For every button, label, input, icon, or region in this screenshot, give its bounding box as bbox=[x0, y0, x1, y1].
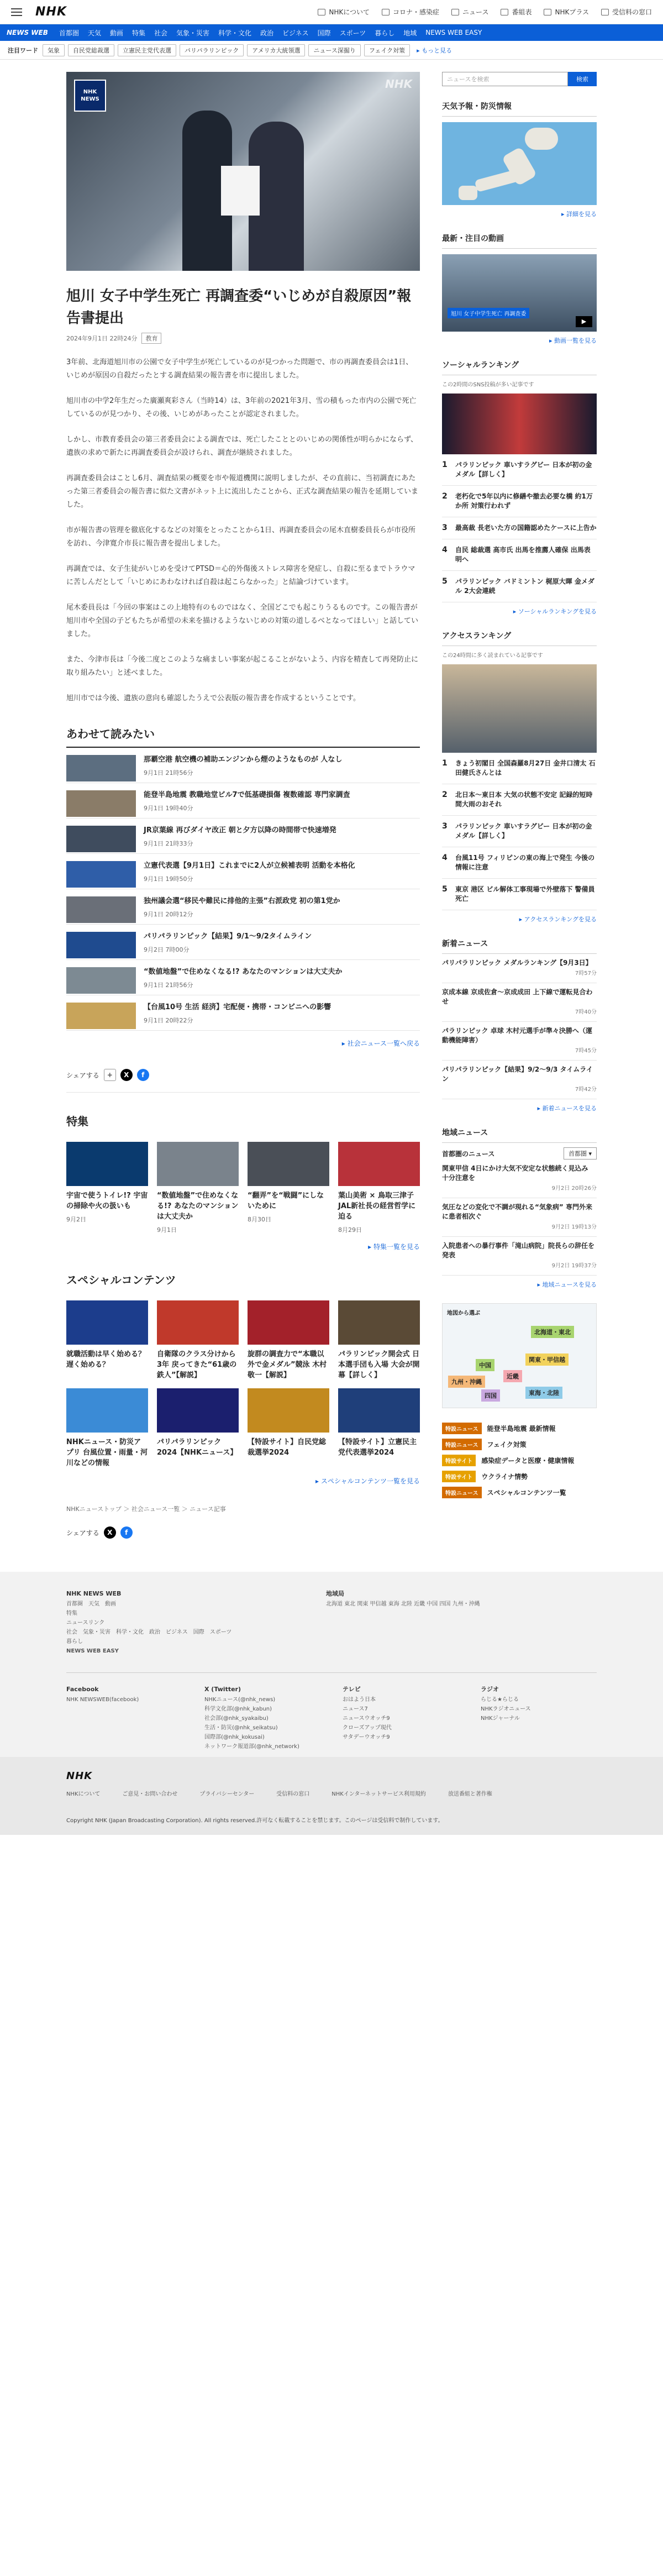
special-card[interactable] bbox=[338, 1300, 420, 1381]
article-paragraph: しかし、市教育委員会の第三者委員会による調査では、死亡したこととのいじめの関係性が明らかにならず、遺族の求めで新たに再調査委員会が設けられ、調査が継続されました。 bbox=[66, 436, 418, 457]
keyword-label: 注目ワード bbox=[8, 46, 38, 54]
top-links bbox=[318, 7, 652, 17]
news-item[interactable]: 京成本線 京成佐倉〜京成成田 上下線で運転見合わせ 7時40分 bbox=[442, 983, 597, 1022]
footer-radio: ラジオ らじる★らじる NHKラジオニュース NHKジャーナル bbox=[481, 1686, 531, 1722]
special-card[interactable] bbox=[157, 1388, 239, 1468]
related-date: 9月1日 21時56分 bbox=[144, 769, 193, 777]
special-card[interactable] bbox=[66, 1300, 148, 1381]
related-thumb bbox=[66, 861, 136, 888]
nav-item[interactable]: ビジネス bbox=[282, 29, 309, 37]
social-ranking-box bbox=[442, 359, 597, 616]
related-thumb bbox=[66, 826, 136, 852]
feature-title: “数値地盤”で住めなくなる!? あなたのマンションは大丈夫か bbox=[157, 1192, 239, 1221]
special-image bbox=[66, 1388, 148, 1433]
region-map bbox=[442, 1303, 597, 1408]
top-link-fee[interactable]: 受信料の窓口 bbox=[601, 7, 652, 17]
video-caption: 旭川 女子中学生死亡 再調査委 bbox=[448, 308, 529, 318]
special-title: NHKニュース・防災アプリ 台風位置・雨量・河川などの情報 bbox=[66, 1438, 148, 1467]
nhk-logo[interactable]: NHK bbox=[35, 5, 67, 19]
special-title: 就職活動は早く始める？遅く始める？ bbox=[66, 1350, 146, 1369]
weather-map[interactable] bbox=[442, 122, 597, 205]
article-meta bbox=[66, 333, 420, 344]
share-bar-bottom bbox=[66, 1526, 420, 1550]
related-title: パリパラリンピック【結果】9/1〜9/2タイムライン bbox=[144, 932, 312, 941]
region-button[interactable]: 北海道・東北 bbox=[531, 1326, 574, 1338]
footer bbox=[0, 1572, 663, 1757]
new-news-more[interactable]: ▸ 新着ニュースを見る bbox=[537, 1105, 597, 1112]
related-date: 9月1日 20時12分 bbox=[144, 911, 193, 918]
map-land bbox=[475, 169, 520, 192]
local-news-header bbox=[442, 1147, 597, 1160]
info-icon bbox=[318, 9, 325, 15]
feature-date: 8月30日 bbox=[248, 1216, 271, 1223]
article-paragraph: 旭川市の中学2年生だった廣瀬爽彩さん（当時14）は、3年前の2021年3月、雪の積もった市内の公園で死亡しているのが見つかり、その後、いじめがあったことが認定されました。 bbox=[66, 397, 417, 418]
feature-image bbox=[248, 1142, 329, 1186]
region-button[interactable]: 中国 bbox=[476, 1359, 494, 1371]
related-item[interactable] bbox=[66, 889, 420, 925]
video-box bbox=[442, 233, 597, 345]
access-ranking-box bbox=[442, 630, 597, 924]
region-button[interactable]: 近畿 bbox=[503, 1370, 522, 1382]
breadcrumb-item: ニュース記事 bbox=[190, 1505, 226, 1513]
related-thumb bbox=[66, 790, 136, 817]
related-title: 那覇空港 航空機の補助エンジンから煙のようなものが 人なし bbox=[144, 756, 343, 764]
related-list bbox=[66, 747, 420, 1031]
special-image bbox=[157, 1388, 239, 1433]
news-item[interactable]: パラリンピック 卓球 木村元選手が準々決勝へ（運動機能障害） 7時45分 bbox=[442, 1022, 597, 1061]
related-more-link[interactable]: ▸ 社会ニュース一覧へ戻る bbox=[341, 1040, 420, 1047]
keyword-chip[interactable]: パリパラリンピック bbox=[180, 44, 244, 56]
sidebar bbox=[442, 72, 597, 1550]
local-news-heading: 地域ニュース bbox=[442, 1127, 597, 1143]
nhk-news-badge: NHK NEWS bbox=[74, 80, 106, 112]
special-link[interactable]: 特設ニュース 能登半島地震 最新情報 bbox=[442, 1423, 597, 1434]
special-card[interactable] bbox=[157, 1300, 239, 1381]
ranking-item[interactable]: 5 パラリンピック バドミントン 梶原大暉 金メダル 2大会連続 bbox=[442, 571, 597, 602]
hero-image bbox=[66, 72, 420, 271]
features-more-link[interactable]: ▸ 特集一覧を見る bbox=[368, 1243, 420, 1251]
weather-heading: 天気予報・防災情報 bbox=[442, 101, 597, 117]
related-item[interactable] bbox=[66, 854, 420, 889]
social-ranking-heading: ソーシャルランキング bbox=[442, 359, 597, 375]
special-more-link[interactable]: ▸ スペシャルコンテンツ一覧を見る bbox=[315, 1477, 420, 1485]
related-title: 独州議会選“移民や難民に排他的主張”右派政党 初の第1党か bbox=[144, 897, 340, 905]
footer-social bbox=[66, 1672, 597, 1751]
feature-card[interactable] bbox=[338, 1142, 420, 1234]
related-date: 9月1日 21時33分 bbox=[144, 840, 193, 847]
new-news-heading: 新着ニュース bbox=[442, 938, 597, 954]
weather-more-link[interactable]: ▸ 詳細を見る bbox=[561, 211, 597, 218]
x-icon[interactable]: X bbox=[104, 1526, 116, 1539]
footer-local-links[interactable]: 北海道 東北 関東 甲信越 東海 北陸 近畿 中国 四国 九州・沖縄 bbox=[326, 1601, 480, 1607]
virus-icon bbox=[382, 9, 390, 15]
news-item[interactable]: 気圧などの変化で不調が現れる“気象病” 専門外来に患者相次ぐ 9月2日 19時13分 bbox=[442, 1198, 597, 1237]
related-date: 9月1日 19時40分 bbox=[144, 805, 193, 812]
access-ranking-image[interactable] bbox=[442, 664, 597, 753]
local-news-box bbox=[442, 1127, 597, 1289]
related-title: 【台風10号 生活 経済】宅配便・携帯・コンビニへの影響 bbox=[144, 1003, 332, 1011]
tv-icon bbox=[501, 9, 508, 15]
breadcrumb-item[interactable]: 社会ニュース一覧 bbox=[131, 1505, 180, 1513]
special-image bbox=[338, 1300, 420, 1345]
special-image bbox=[66, 1300, 148, 1345]
special-title: 自衛隊のクラス分けから3年 戻ってきた“61歳の鉄人”【解説】 bbox=[157, 1350, 237, 1379]
special-link[interactable]: 特設サイト 感染症データと医療・健康情報 bbox=[442, 1455, 597, 1466]
nav-item[interactable]: NEWS WEB EASY bbox=[425, 29, 482, 36]
special-link[interactable]: 特設ニュース スペシャルコンテンツ一覧 bbox=[442, 1487, 597, 1498]
special-title: 【特設サイト】立憲民主党代表選挙2024 bbox=[338, 1438, 417, 1457]
special-card[interactable] bbox=[248, 1388, 329, 1468]
footer-facebook: Facebook NHK NEWSWEB(facebook) bbox=[66, 1686, 139, 1703]
related-title: 能登半島地震 教職地堂ビル7で低基礎損傷 複数確認 専門家調査 bbox=[144, 791, 350, 799]
ranking-item[interactable]: 3 最高裁 長老いた方の国籍認めたケースに上告か bbox=[442, 517, 597, 539]
article-paragraph: 旭川市では今後、遺族の意向も確認したうえで公表版の報告書を作成するということです。 bbox=[66, 694, 360, 702]
related-item[interactable] bbox=[66, 960, 420, 995]
nav-item[interactable]: 気象・災害 bbox=[176, 29, 209, 37]
copyright: Copyright NHK (Japan Broadcasting Corporation). All rights reserved.許可なく転載することを禁じます。このページは受信料で制作しています。 bbox=[66, 1818, 444, 1824]
keyword-chip[interactable]: ニュース深掘り bbox=[308, 44, 360, 56]
related-item[interactable] bbox=[66, 748, 420, 783]
article-paragraph: 市が報告書の管理を徹底化するなどの対策をとったことから1日、再調査委員会の尾木直樹委員長らが市役所を訪れ、今津寛介市長に報告書を提出しました。 bbox=[66, 526, 416, 548]
features-grid bbox=[66, 1142, 420, 1234]
search-input[interactable]: ニュースを検索 bbox=[442, 72, 568, 86]
keyword-bar bbox=[0, 41, 663, 60]
main-column bbox=[66, 72, 420, 1550]
footer-tv: テレビ おはよう日本 ニュース7 ニュースウオッチ9 クローズアップ現代 サタデーウオッチ9 bbox=[343, 1686, 392, 1740]
social-ranking-image[interactable] bbox=[442, 394, 597, 454]
menu-icon[interactable] bbox=[11, 8, 22, 16]
keyword-chip[interactable]: アメリカ大統領選 bbox=[247, 44, 305, 56]
related-date: 9月1日 19時50分 bbox=[144, 875, 193, 883]
feature-title: “翻弄”を“戦闘”にしないために bbox=[248, 1192, 324, 1210]
related-thumb bbox=[66, 932, 136, 958]
nav-item[interactable]: 政治 bbox=[260, 29, 274, 37]
share-label: シェアする bbox=[66, 1529, 99, 1537]
nav-item[interactable]: 暮らし bbox=[375, 29, 395, 37]
nav-item[interactable]: スポーツ bbox=[339, 29, 366, 37]
special-image bbox=[157, 1300, 239, 1345]
keyword-more-link[interactable]: ▸ もっと見る bbox=[417, 46, 452, 54]
related-date: 9月1日 20時22分 bbox=[144, 1017, 193, 1024]
access-ranking-sub: この24時間に多く読まれている記事です bbox=[442, 653, 543, 659]
top-link-program[interactable]: 番組表 bbox=[501, 7, 532, 17]
news-icon bbox=[451, 9, 459, 15]
region-button[interactable]: 九州・沖縄 bbox=[448, 1376, 485, 1388]
keyword-chip[interactable]: 気象 bbox=[43, 44, 65, 56]
special-image bbox=[338, 1388, 420, 1433]
article-paragraph: また、今津市長は「今後二度とこのような痛ましい事案が起こることがないよう、内容を精査して再発防止に取り組みたい」と述べました。 bbox=[66, 655, 419, 677]
related-thumb bbox=[66, 967, 136, 994]
related-title: 立憲代表選【9月1日】これまでに2人が立候補表明 活動を本格化 bbox=[144, 862, 355, 870]
top-link-plus[interactable]: NHKプラス bbox=[544, 7, 589, 17]
facebook-icon[interactable]: f bbox=[137, 1069, 149, 1081]
keyword-chip[interactable]: 立憲民主党代表選 bbox=[118, 44, 176, 56]
search-button[interactable]: 検索 bbox=[568, 72, 597, 86]
special-card[interactable] bbox=[248, 1300, 329, 1381]
social-ranking-more[interactable]: ▸ ソーシャルランキングを見る bbox=[513, 608, 597, 615]
keyword-chip[interactable]: フェイク対策 bbox=[364, 44, 410, 56]
nav-item[interactable]: 社会 bbox=[154, 29, 167, 37]
region-button[interactable]: 関東・甲信越 bbox=[525, 1353, 569, 1366]
local-news-more[interactable]: ▸ 地域ニュースを見る bbox=[537, 1281, 597, 1288]
special-card[interactable] bbox=[338, 1388, 420, 1468]
special-title: 旋群の調査力で“本職以外で金メダル”競泳 木村敬一【解説】 bbox=[248, 1350, 327, 1379]
nav-item[interactable]: 地域 bbox=[403, 29, 417, 37]
main-nav bbox=[0, 24, 663, 41]
facebook-icon[interactable]: f bbox=[120, 1526, 133, 1539]
special-title: パリパラリンピック2024【NHKニュース】 bbox=[157, 1438, 238, 1457]
footer-bottom-links: NHKについて ご意見・お問い合わせ プライバシーセンター 受信料の窓口 NHKインターネットサービス利用規約 放送番組と著作権 bbox=[66, 1791, 492, 1797]
related-date: 9月2日 7時00分 bbox=[144, 946, 190, 953]
related-title: JR京葉線 再びダイヤ改正 朝と夕方以降の時間帯で快速増発 bbox=[144, 826, 336, 835]
footer-links[interactable]: 首都圏 天気 動画 特集 ニュースリンク 社会 気象・災害 科学・文化 政治 ビジネス 国際 スポーツ 暮らし NEWS WEB EASY bbox=[66, 1601, 232, 1654]
special-card[interactable] bbox=[66, 1388, 148, 1468]
nav-item[interactable]: 特集 bbox=[131, 29, 145, 37]
breadcrumb: NHKニューストップ ＞ 社会ニュース一覧 ＞ ニュース記事 bbox=[66, 1505, 226, 1513]
special-links-box bbox=[442, 1423, 597, 1498]
access-ranking-heading: アクセスランキング bbox=[442, 630, 597, 646]
top-bar bbox=[0, 0, 663, 24]
search-box bbox=[442, 72, 597, 86]
feature-date: 8月29日 bbox=[338, 1226, 362, 1234]
footer-col-news: NHK NEWS WEB 首都圏 天気 動画 特集 ニュースリンク 社会 気象・災害 科学・文化 政治 ビジネス 国際 スポーツ 暮らし NEWS WEB EASY bbox=[66, 1588, 298, 1656]
region-button[interactable]: 四国 bbox=[481, 1389, 500, 1402]
local-news-label: 首都圏のニュース bbox=[442, 1150, 495, 1158]
ranking-item[interactable]: 5 東京 港区 ビル解体工事現場で外壁落下 警備員死亡 bbox=[442, 879, 597, 910]
related-title: “数値地盤”で住めなくなる!? あなたのマンションは大丈夫か bbox=[144, 968, 343, 976]
feature-date: 9月2日 bbox=[66, 1216, 86, 1223]
region-map-box bbox=[442, 1303, 597, 1408]
related-date: 9月1日 21時56分 bbox=[144, 982, 193, 989]
footer-columns bbox=[66, 1588, 597, 1656]
news-item[interactable]: 入院患者への暴行事件「滝山病院」院長らの辞任を発表 9月2日 19時37分 bbox=[442, 1237, 597, 1276]
feature-image bbox=[338, 1142, 420, 1186]
footer-logo[interactable]: NHK bbox=[66, 1770, 93, 1782]
ranking-item[interactable]: 3 パラリンピック 車いすラグビー 日本が初の金メダル【詳しく】 bbox=[442, 816, 597, 847]
ranking-item[interactable]: 2 北日本〜東日本 大気の状態不安定 記録的短時間大雨のおそれ bbox=[442, 784, 597, 816]
ranking-item[interactable]: 1 きょう初閣日 全国森羅8月27日 金井口清太 石田健氏さんとは bbox=[442, 753, 597, 784]
article-paragraph: 再調査では、女子生徒がいじめを受けてPTSD＝心的外傷後ストレス障害を発症し、自殺に至るまでトラウマに苦しんだとして「いじめにあわなければ自殺は起こらなかった」と結論づけています。 bbox=[66, 565, 415, 586]
region-select[interactable]: 首都圏 ▾ bbox=[564, 1147, 597, 1160]
feature-image bbox=[66, 1142, 148, 1186]
yen-icon bbox=[601, 9, 609, 15]
special-title: 【特設サイト】自民党総裁選挙2024 bbox=[248, 1438, 327, 1457]
weather-box bbox=[442, 101, 597, 218]
article-paragraph: 3年前、北海道旭川市の公園で女子中学生が死亡しているのが見つかった問題で、市の再調査委員会は1日、いじめが原因の自殺だったとする調査結果の報告書を市に提出しました。 bbox=[66, 358, 413, 380]
region-button[interactable]: 東海・北陸 bbox=[525, 1387, 562, 1399]
ranking-item[interactable]: 1 パラリンピック 車いすラグビー 日本が初の金メダル【詳しく】 bbox=[442, 454, 597, 486]
play-icon bbox=[544, 9, 551, 15]
news-web-brand[interactable]: NEWS WEB bbox=[7, 29, 48, 36]
article-paragraph: 尾木委員長は「今回の事案はこの上地特有のものではなく、全国どこでも起こりうるものです。この報告書が旭川市や全国の子どもたちが希望の未来を描けるようないじめの対策の道しるべとなってほしい」と話していました。 bbox=[66, 604, 419, 638]
features-heading: 特集 bbox=[66, 1115, 88, 1128]
special-grid-1 bbox=[66, 1300, 420, 1381]
ranking-item[interactable]: 4 台風11号 フィリピンの東の海上で発生 今後の情報に注意 bbox=[442, 847, 597, 879]
article-date: 2024年9月1日 22時24分 bbox=[66, 335, 138, 342]
keyword-chip[interactable]: 自民党総裁選 bbox=[68, 44, 114, 56]
breadcrumb-item[interactable]: NHKニューストップ bbox=[66, 1505, 122, 1513]
video-heading: 最新・注目の動画 bbox=[442, 233, 597, 249]
share-bar bbox=[66, 1069, 420, 1093]
top-link-covid[interactable]: コロナ・感染症 bbox=[382, 7, 439, 17]
map-land bbox=[459, 186, 477, 200]
nav-item[interactable]: 天気 bbox=[87, 29, 101, 37]
article-body bbox=[66, 356, 420, 705]
article-tag[interactable]: 教育 bbox=[141, 333, 161, 344]
special-grid-2 bbox=[66, 1388, 420, 1468]
feature-card[interactable] bbox=[248, 1142, 329, 1234]
top-link-about[interactable]: NHKについて bbox=[318, 7, 370, 17]
article-paragraph: 再調査委員会はことし6月、調査結果の概要を市や報道機関に説明しましたが、その直前に、当初調査にあたった第三者委員会の報告書に似た文書がネット上に流出したことから、正式な調査結果の報告を延期していました。 bbox=[66, 474, 419, 509]
related-item[interactable] bbox=[66, 925, 420, 960]
ranking-item[interactable]: 2 老朽化で5年以内に修繕や撤去必要な橋 約1万か所 対策行われず bbox=[442, 486, 597, 517]
special-heading: スペシャルコンテンツ bbox=[66, 1273, 176, 1287]
feature-card[interactable] bbox=[66, 1142, 148, 1234]
special-link[interactable]: 特設ニュース フェイク対策 bbox=[442, 1439, 597, 1450]
footer-bottom bbox=[0, 1757, 663, 1835]
feature-title: 宇宙で使うトイレ!? 宇宙の掃除や火の扱いも bbox=[66, 1192, 148, 1210]
related-thumb bbox=[66, 896, 136, 923]
nav-item[interactable]: 国際 bbox=[317, 29, 331, 37]
related-item[interactable] bbox=[66, 783, 420, 819]
special-image bbox=[248, 1388, 329, 1433]
feature-title: 葉山美術 × 鳥取三津子 JAL新社長の経営哲学に迫る bbox=[338, 1192, 416, 1221]
related-item[interactable] bbox=[66, 995, 420, 1031]
feature-date: 9月1日 bbox=[157, 1226, 177, 1234]
play-icon: ▶ bbox=[576, 316, 592, 327]
nav-item[interactable]: 動画 bbox=[109, 29, 123, 37]
article-title: 旭川 女子中学生死亡 再調査委“いじめが自殺原因”報告書提出 bbox=[66, 288, 412, 327]
related-heading: あわせて読みたい bbox=[66, 727, 155, 741]
special-link[interactable]: 特設サイト ウクライナ情勢 bbox=[442, 1471, 597, 1482]
x-icon[interactable]: X bbox=[120, 1069, 133, 1081]
video-thumbnail[interactable] bbox=[442, 254, 597, 332]
related-item[interactable] bbox=[66, 819, 420, 854]
region-map-heading: 地図から選ぶ bbox=[447, 1310, 480, 1316]
new-news-box bbox=[442, 938, 597, 1113]
footer-x: X (Twitter) NHKニュース(@nhk_news) 科学文化部(@nhk_kabun) 社会部(@nhk_syakaibu) 生活・防災(@nhk_seikatsu) 国際部(@nhk_kokusai) ネットワーク報道部(@nhk_network) bbox=[204, 1686, 299, 1750]
access-ranking-more[interactable]: ▸ アクセスランキングを見る bbox=[519, 916, 597, 923]
footer-col-local: 地域局 北海道 東北 関東 甲信越 東海 北陸 近畿 中国 四国 九州・沖縄 bbox=[326, 1588, 558, 1656]
video-more-link[interactable]: ▸ 動画一覧を見る bbox=[549, 337, 597, 344]
related-thumb bbox=[66, 755, 136, 781]
report-document bbox=[221, 166, 260, 216]
feature-card[interactable] bbox=[157, 1142, 239, 1234]
news-item[interactable]: 関東甲信 4日にかけ大気不安定な状態続く見込み 十分注意を 9月2日 20時26分 bbox=[442, 1160, 597, 1198]
feature-image bbox=[157, 1142, 239, 1186]
special-title: パラリンピック開会式 日本選手団も入場 大会が開幕【詳しく】 bbox=[338, 1350, 420, 1379]
news-item[interactable]: パリパラリンピック【結果】9/2〜9/3 タイムライン 7時42分 bbox=[442, 1061, 597, 1099]
share-label: シェアする bbox=[66, 1071, 99, 1079]
social-ranking-sub: この2時間のSNS投稿が多い記事です bbox=[442, 382, 534, 388]
ranking-item[interactable]: 4 自民 総裁選 高市氏 出馬を推薦人確保 出馬表明へ bbox=[442, 539, 597, 571]
news-item[interactable]: パリパラリンピック メダルランキング【9月3日】 7時57分 bbox=[442, 954, 597, 983]
map-land bbox=[525, 128, 558, 150]
nav-item[interactable]: 科学・文化 bbox=[218, 29, 251, 37]
top-link-news[interactable]: ニュース bbox=[451, 7, 488, 17]
related-thumb bbox=[66, 1003, 136, 1029]
watermark: NHK bbox=[385, 77, 412, 91]
special-image bbox=[248, 1300, 329, 1345]
nav-item[interactable]: 首都圏 bbox=[59, 29, 79, 37]
share-icon[interactable]: + bbox=[104, 1069, 116, 1081]
